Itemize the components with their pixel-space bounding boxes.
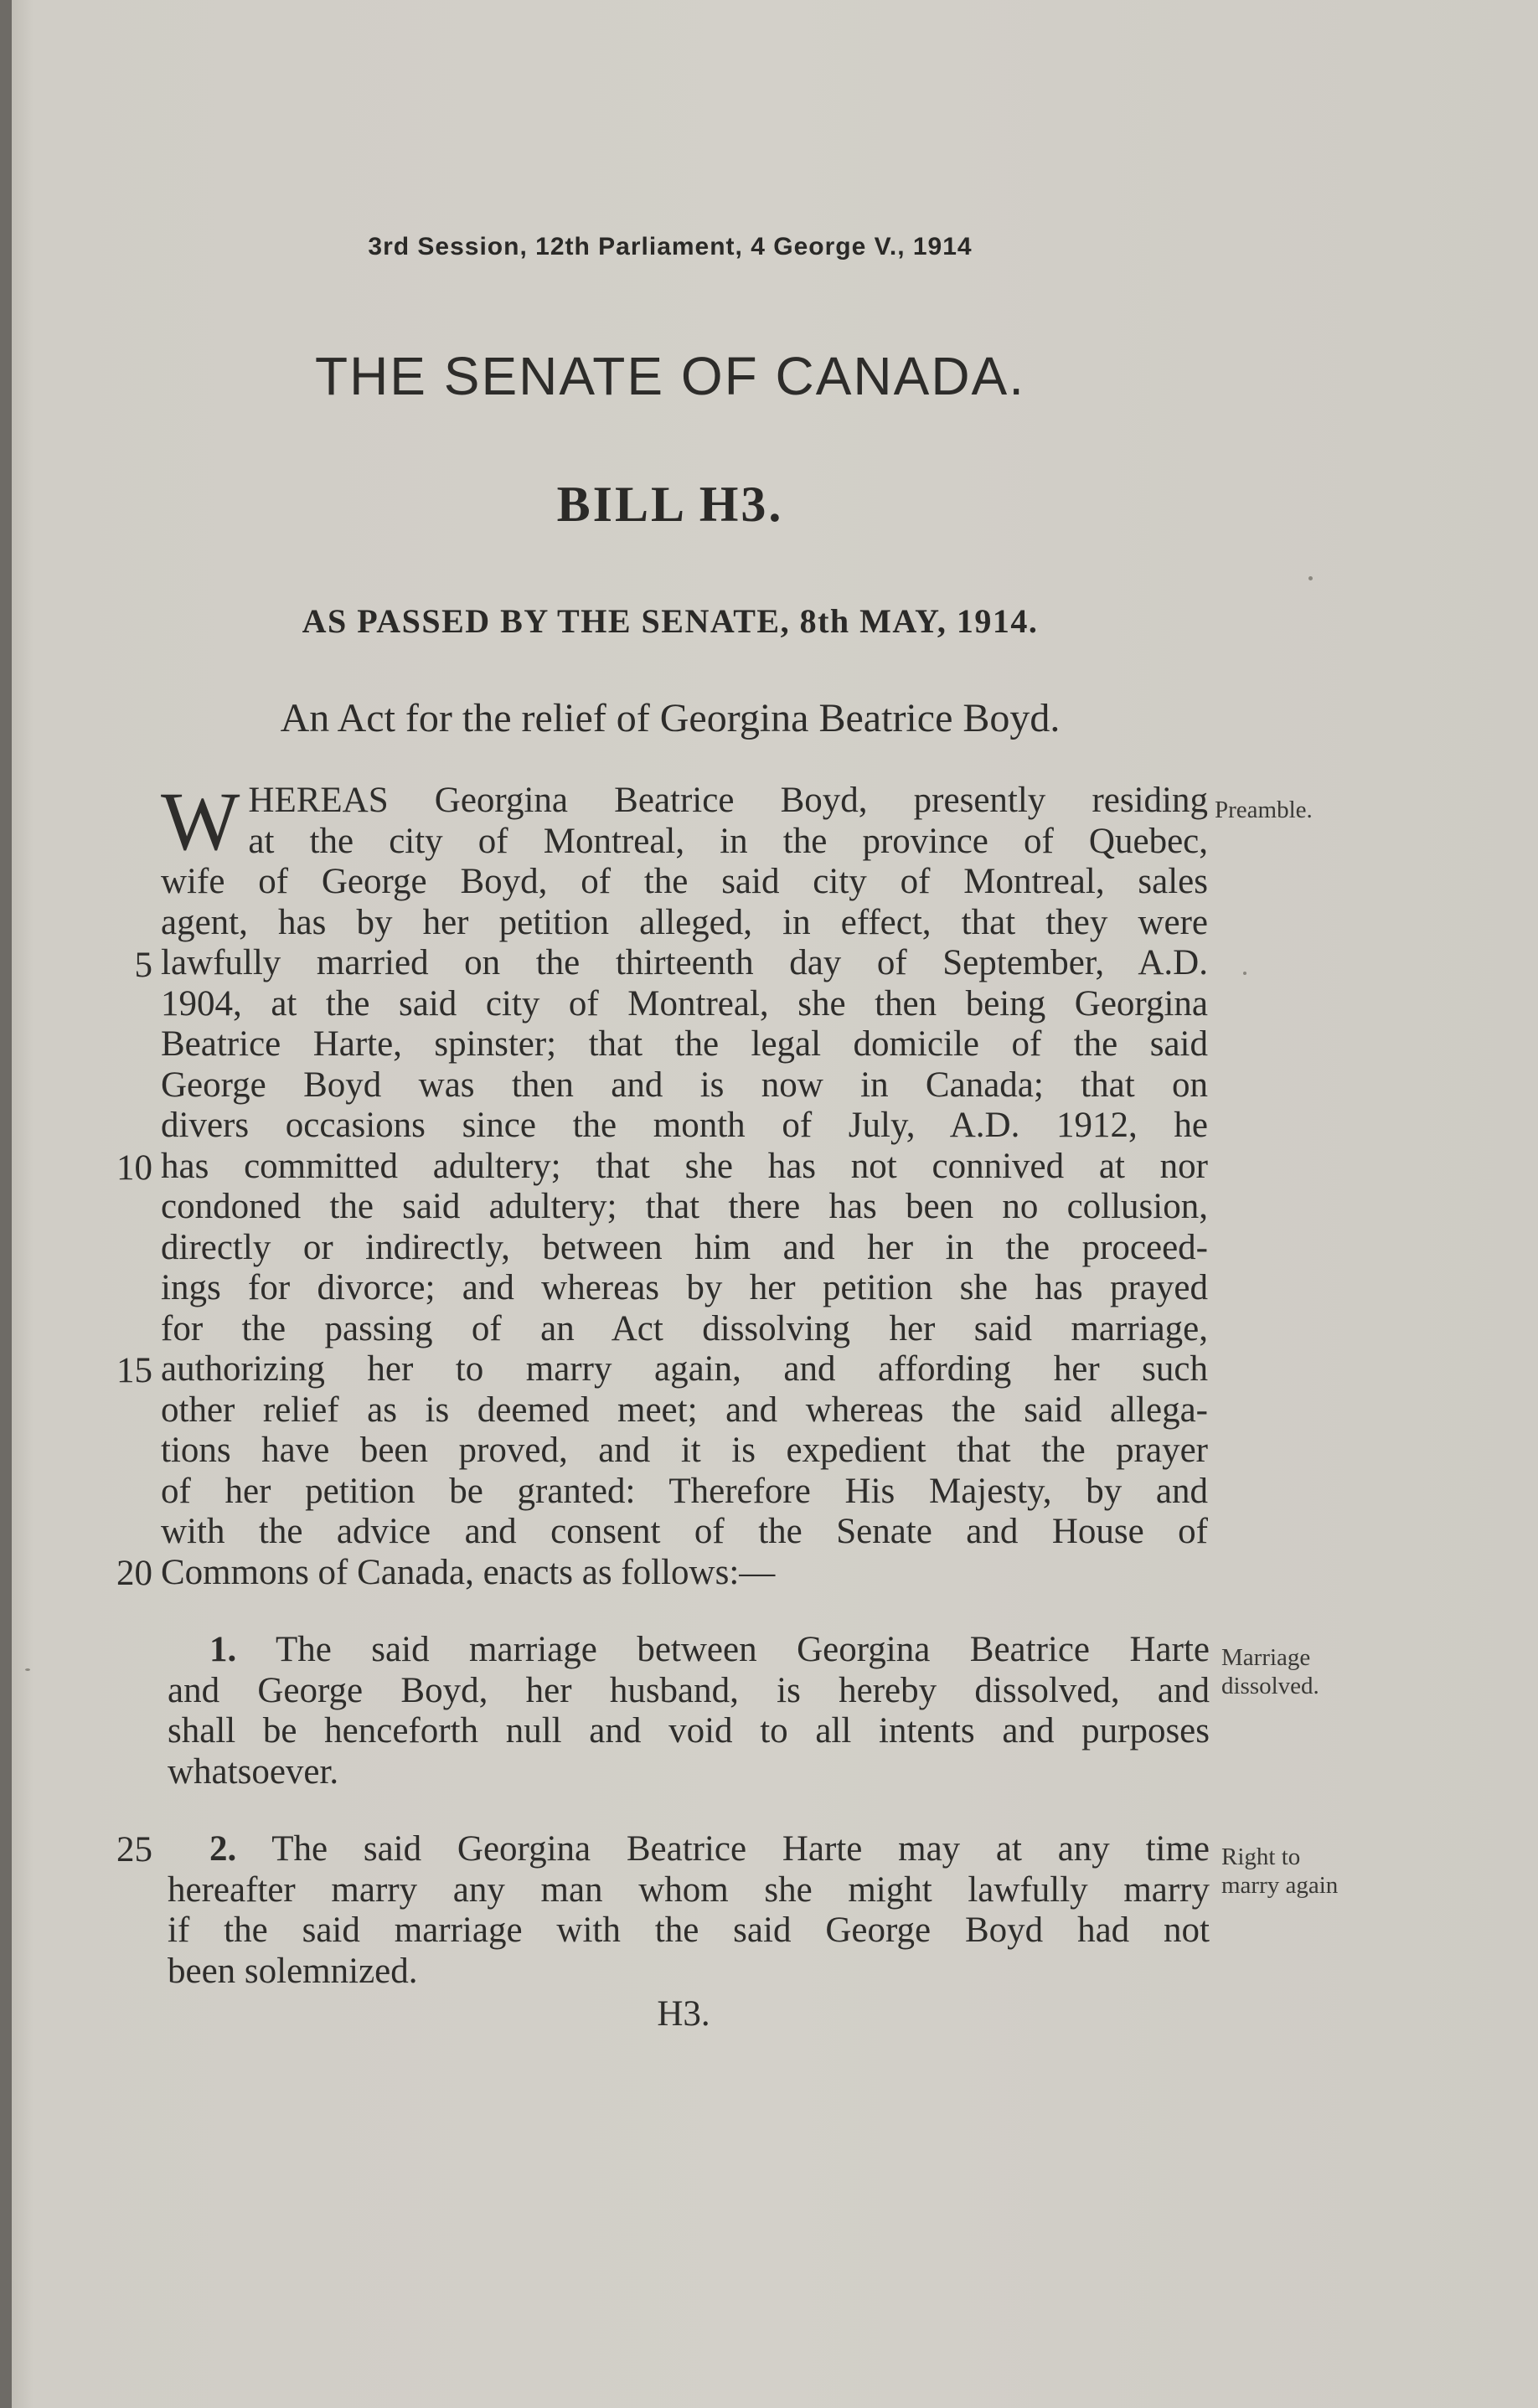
line-number: 5 [134, 946, 152, 985]
margin-note-preamble: Preamble. [1215, 797, 1313, 823]
bill-title: BILL H3. [556, 477, 784, 532]
line-number: 20 [116, 1554, 152, 1593]
preamble-line: divers occasions since the month of July, A.D. 1912, he [161, 1106, 1208, 1145]
line-number: 15 [116, 1351, 152, 1390]
preamble-line: Commons of Canada, enacts as follows:— [161, 1552, 776, 1592]
section-2-line: if the said marriage with the said George Boyd had not [168, 1910, 1210, 1950]
paper-speck [25, 1668, 30, 1671]
preamble-line: condoned the said adultery; that there has been no collusion, [161, 1187, 1208, 1226]
section-1-line: and George Boyd, her husband, is hereby dissolved, and [168, 1670, 1210, 1710]
preamble-paragraph [161, 775, 1208, 1593]
preamble-line: directly or indirectly, between him and her in the proceed- [161, 1227, 1208, 1267]
margin-note-right-to-marry: Right to marry again [1221, 1843, 1339, 1899]
section-2-line: been solemnized. [168, 1951, 418, 1991]
preamble-line: agent, has by her petition alleged, in effect, that they were [161, 902, 1208, 942]
preamble-line: authorizing her to marry again, and affording her such [161, 1349, 1208, 1389]
preamble-line: has committed adultery; that she has not connived at nor [161, 1146, 1208, 1186]
section-1 [168, 1630, 1210, 1792]
session-header: 3rd Session, 12th Parliament, 4 George V., 1914 [368, 233, 973, 260]
paper-speck [1308, 576, 1313, 580]
section-1-line: 1. The said marriage between Georgina Beatrice Harte [209, 1630, 1210, 1669]
section-2-line: hereafter marry any man whom she might lawfully marry [168, 1869, 1210, 1910]
preamble-line: wife of George Boyd, of the said city of Montreal, sales [161, 862, 1208, 901]
page-footer: H3. [657, 1994, 710, 2034]
section-2-line: 2. The said Georgina Beatrice Harte may at any time [209, 1829, 1210, 1869]
section-2 [168, 1829, 1210, 1992]
preamble-line: of her petition be granted: Therefore His Majesty, by and [161, 1471, 1208, 1511]
preamble-line: ings for divorce; and whereas by her petition she has prayed [161, 1268, 1208, 1307]
section-1-line: whatsoever. [168, 1751, 339, 1792]
passed-date: AS PASSED BY THE SENATE, 8th MAY, 1914. [302, 602, 1039, 640]
preamble-line: with the advice and consent of the Senate and House of [161, 1512, 1208, 1551]
preamble-line: Beatrice Harte, spinster; that the legal domicile of the said [161, 1024, 1208, 1064]
preamble-line: for the passing of an Act dissolving her said marriage, [161, 1308, 1208, 1348]
line-number: 10 [116, 1148, 152, 1188]
section-1-line: shall be henceforth null and void to all intents and purposes [168, 1711, 1210, 1751]
drop-cap: W [161, 775, 240, 868]
preamble-line: tions have been proved, and it is expedient that the prayer [161, 1431, 1208, 1470]
preamble-line: at the city of Montreal, in the province of Quebec, [248, 821, 1208, 861]
preamble-line: HEREAS Georgina Beatrice Boyd, presently residing [248, 781, 1208, 820]
preamble-line: George Boyd was then and is now in Canada; that on [161, 1065, 1208, 1105]
preamble-line: 1904, at the said city of Montreal, she then being Georgina [161, 983, 1208, 1024]
preamble-line: lawfully married on the thirteenth day of September, A.D. [161, 943, 1208, 982]
section-2-number: 2. [209, 1829, 237, 1869]
preamble-line: other relief as is deemed meet; and whereas the said allega- [161, 1390, 1208, 1430]
margin-note-marriage-dissolved: Marriage dissolved. [1221, 1644, 1319, 1699]
paper-speck [1243, 972, 1246, 975]
section-1-number: 1. [209, 1630, 237, 1669]
act-title: An Act for the relief of Georgina Beatrice Boyd. [280, 696, 1061, 740]
line-number: 25 [116, 1830, 152, 1869]
house-title: THE SENATE OF CANADA. [314, 346, 1026, 406]
